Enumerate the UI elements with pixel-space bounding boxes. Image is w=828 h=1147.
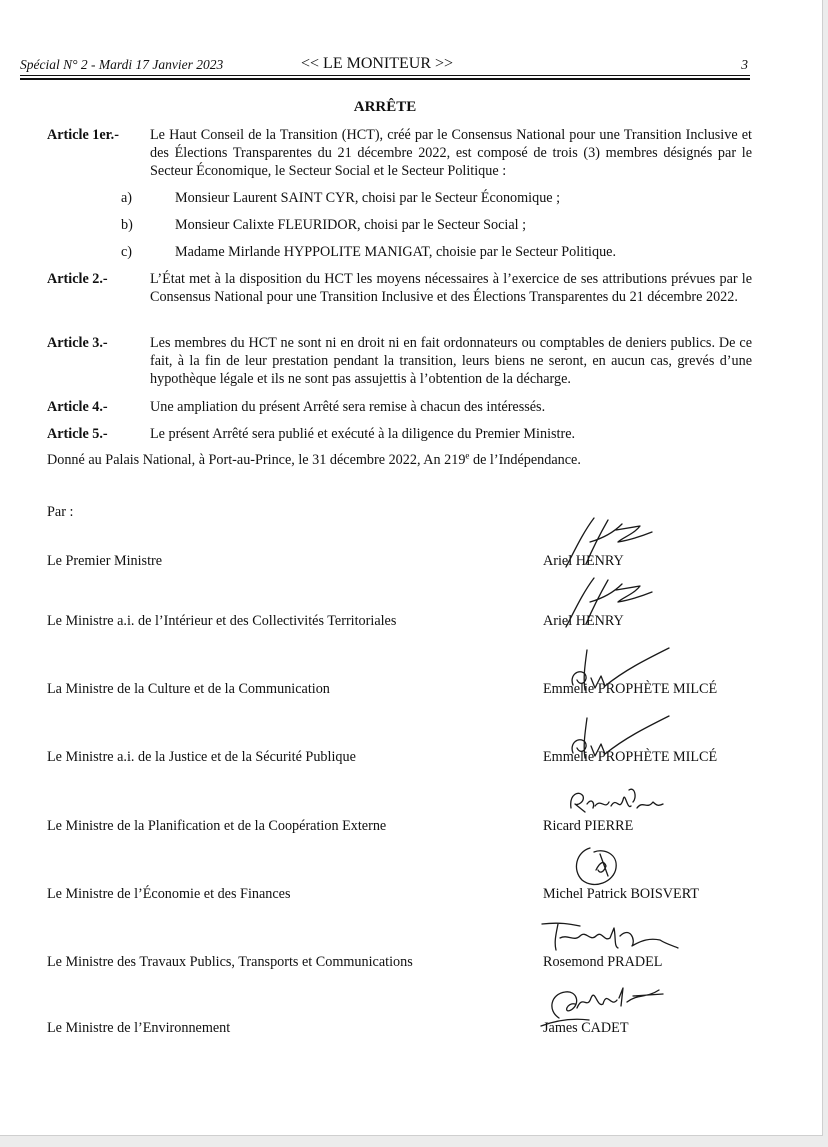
signature-rosemond-pradel <box>540 916 680 956</box>
member-key: c) <box>121 244 133 260</box>
article-4 <box>47 398 752 416</box>
signature-emmelie-propheste-1 <box>565 640 675 695</box>
signatory-name: Emmelie PROPHÈTE MILCÉ <box>543 749 718 765</box>
article-text: Les membres du HCT ne sont ni en droit ni en fait ordonnateurs ou comptables de deniers publics. De ce fait, à la fin de leur prestation pendant la transition, leurs biens ne seront, en aucun cas, grevés d’une hypothèque légale et ils ne sont pas assujettis à l’obtention de la décharge. <box>150 335 752 387</box>
signatory-role: Le Ministre a.i. de l’Intérieur et des Collectivités Territoriales <box>47 613 397 629</box>
signatory-name: Rosemond PRADEL <box>543 954 663 970</box>
signature-ariel-henry-1 <box>560 512 660 572</box>
signatory-name: Ricard PIERRE <box>543 818 634 834</box>
par-label: Par : <box>47 504 74 520</box>
article-label: Article 5.- <box>47 426 108 442</box>
article-label: Article 4.- <box>47 399 108 415</box>
decree-heading: ARRÊTE <box>353 99 417 115</box>
article-label: Article 1er.- <box>47 127 119 143</box>
article-5 <box>47 425 752 443</box>
signatory-name: Ariel HENRY <box>543 613 624 629</box>
member-key: b) <box>121 217 133 233</box>
signatory-role: Le Premier Ministre <box>47 553 163 569</box>
signatory-name: James CADET <box>543 1020 629 1036</box>
article-1 <box>47 126 752 180</box>
signature-michel-patrick-boisvert <box>570 842 640 892</box>
signatory-name: Michel Patrick BOISVERT <box>543 886 699 902</box>
member-key: a) <box>121 190 133 206</box>
header-rule-thin <box>20 75 750 76</box>
signatory-role: La Ministre de la Culture et de la Communication <box>47 681 330 697</box>
signatory-role: Le Ministre de l’Économie et des Finances <box>47 886 291 902</box>
member-text: Monsieur Laurent SAINT CYR, choisi par le Secteur Économique ; <box>175 190 561 206</box>
signatory-name: Ariel HENRY <box>543 553 624 569</box>
article-3 <box>47 334 752 388</box>
signature-emmelie-propheste-2 <box>565 708 675 763</box>
signature-ricard-pierre <box>565 780 665 820</box>
journal-name: << LE MONITEUR >> <box>301 55 454 72</box>
running-header <box>20 57 750 75</box>
given-at-end: de l’Indépendance. <box>469 452 581 468</box>
signatory-role: Le Ministre de l’Environnement <box>47 1020 231 1036</box>
article-label: Article 3.- <box>47 335 108 351</box>
article-text: Le présent Arrêté sera publié et exécuté à la diligence du Premier Ministre. <box>150 426 576 442</box>
given-at-superscript: e <box>465 450 470 461</box>
given-at-line <box>47 452 581 469</box>
signatory-role: Le Ministre de la Planification et de la Coopération Externe <box>47 818 387 834</box>
article-text: Une ampliation du présent Arrêté sera remise à chacun des intéressés. <box>150 399 546 415</box>
given-at-text: Donné au Palais National, à Port-au-Prince, le 31 décembre 2022, An 219 <box>47 452 466 468</box>
signatory-role: Le Ministre a.i. de la Justice et de la Sécurité Publique <box>47 749 356 765</box>
header-rule-thick <box>20 78 750 80</box>
issue-info: Spécial N° 2 - Mardi 17 Janvier 2023 <box>20 57 224 72</box>
page-number: 3 <box>741 57 748 72</box>
signatory-name: Emmelie PROPHÈTE MILCÉ <box>543 681 718 697</box>
signatory-role: Le Ministre des Travaux Publics, Transports et Communications <box>47 954 413 970</box>
article-label: Article 2.- <box>47 271 108 287</box>
article-text: L’État met à la disposition du HCT les moyens nécessaires à l’exercice de ses attributions prévues par le Consensus National pour une Transition Inclusive et des Élections Transparentes du 21 décembre 2022. <box>150 271 752 305</box>
member-text: Madame Mirlande HYPPOLITE MANIGAT, choisie par le Secteur Politique. <box>175 244 617 260</box>
member-text: Monsieur Calixte FLEURIDOR, choisi par le Secteur Social ; <box>175 217 527 233</box>
article-text: Le Haut Conseil de la Transition (HCT), créé par le Consensus National pour une Transition Inclusive et des Élections Transparentes du 21 décembre 2022, est composé de trois (3) membres désignés par le Secteur Économique, le Secteur Social et le Secteur Politique : <box>150 127 752 179</box>
signature-ariel-henry-2 <box>560 572 660 632</box>
signature-james-cadet <box>537 980 667 1030</box>
article-2 <box>47 270 752 306</box>
